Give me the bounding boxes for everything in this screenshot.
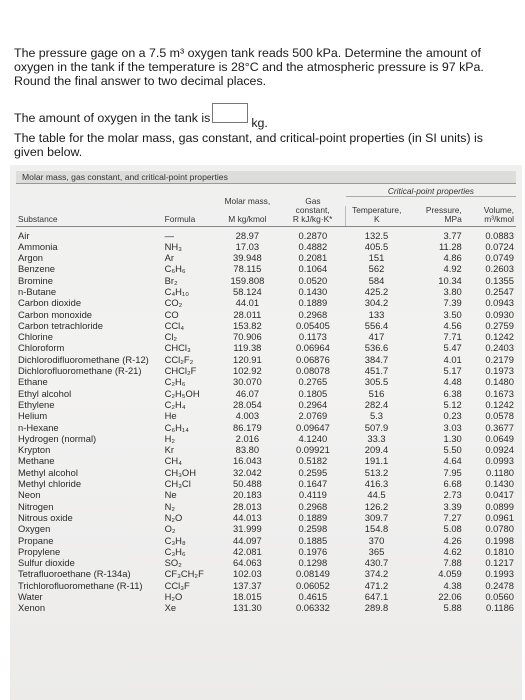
pressure-cell: 10.34 — [438, 274, 462, 286]
molar-mass-cell: 28.013 — [233, 500, 262, 512]
pressure-cell: 5.12 — [443, 398, 462, 410]
molar-mass-cell: 119.38 — [233, 342, 262, 354]
formula-cell: NH₃ — [164, 240, 182, 252]
temperature-cell: 430.7 — [364, 557, 389, 569]
substance-cell: Air — [18, 229, 30, 241]
gas-constant-cell: 0.1885 — [298, 534, 328, 546]
gas-constant-cell: 0.4615 — [298, 591, 328, 602]
pressure-cell: 22.06 — [438, 591, 462, 602]
molar-mass-cell: 46.07 — [235, 387, 260, 399]
temperature-cell: 191.1 — [364, 455, 389, 467]
volume-header: Volume, — [483, 204, 514, 215]
pressure-cell: 3.80 — [443, 285, 462, 297]
formula-cell: CH₃Cl — [164, 478, 191, 490]
volume-cell: 0.1673 — [485, 387, 514, 399]
molar-mass-cell: 32.042 — [233, 466, 262, 478]
temperature-header: Temperature, — [346, 206, 407, 215]
molar-mass-cell: 159.808 — [230, 274, 265, 286]
temperature-cell: 374.2 — [364, 568, 389, 580]
pressure-cell: 7.88 — [443, 557, 462, 569]
formula-cell: C₄H₁₀ — [164, 285, 189, 297]
table-row — [16, 591, 516, 602]
substance-cell: Methane — [18, 455, 55, 467]
substance-header: Substance — [16, 215, 163, 227]
gas-constant-cell: 0.2968 — [298, 500, 328, 512]
table-row — [16, 467, 516, 478]
temperature-cell: 584 — [368, 274, 385, 286]
volume-cell: 0.0993 — [485, 455, 514, 467]
formula-cell: He — [164, 410, 177, 422]
gas-constant-cell: 2.0769 — [298, 410, 328, 422]
molar-mass-cell: 28.97 — [235, 229, 260, 241]
pressure-unit: MPa — [407, 215, 464, 227]
pressure-cell: 11.28 — [438, 240, 462, 252]
volume-cell: 0.0649 — [485, 432, 514, 444]
volume-cell: 0.1217 — [485, 557, 514, 569]
volume-cell: 0.0899 — [485, 500, 514, 512]
formula-cell: CO₂ — [164, 297, 183, 309]
table-row — [16, 331, 516, 342]
molar-mass-cell: 30.070 — [233, 376, 262, 388]
formula-cell: CH₃OH — [164, 466, 196, 478]
pressure-cell: 3.50 — [443, 308, 462, 320]
substance-cell: Carbon tetrachloride — [18, 319, 103, 331]
gas-constant-unit: R kJ/kg·K* — [280, 215, 346, 227]
formula-cell: H₂O — [164, 591, 183, 602]
table-row — [16, 602, 516, 613]
substance-cell: Krypton — [18, 444, 51, 456]
gas-constant-cell: 0.1889 — [298, 297, 328, 309]
table-row — [16, 433, 516, 444]
gas-constant-cell: 0.09921 — [295, 444, 330, 456]
table-body — [16, 226, 516, 614]
volume-cell: 0.0930 — [485, 308, 514, 320]
substance-cell: Ethylene — [18, 398, 55, 410]
substance-cell: Methyl alcohol — [18, 466, 78, 478]
volume-cell: 0.0924 — [485, 444, 514, 456]
pressure-cell: 3.03 — [443, 421, 462, 433]
gas-constant-cell: 0.4119 — [298, 489, 327, 501]
substance-cell: Dichlorofluoromethane (R-21) — [18, 365, 142, 377]
table-row — [16, 263, 516, 274]
volume-cell: 0.1242 — [485, 398, 514, 410]
volume-cell: 0.1998 — [485, 534, 514, 546]
temperature-cell: 305.5 — [364, 376, 389, 388]
molar-mass-header: Molar mass, — [224, 195, 271, 206]
pressure-cell: 7.27 — [443, 511, 462, 523]
formula-cell: — — [164, 229, 174, 241]
pressure-cell: 4.62 — [443, 545, 462, 557]
temperature-cell: 132.5 — [364, 229, 389, 241]
table-row — [16, 252, 516, 263]
gas-constant-cell: 0.1889 — [298, 511, 328, 523]
temperature-cell: 425.2 — [364, 285, 389, 297]
temperature-cell: 516 — [368, 387, 385, 399]
temperature-cell: 451.7 — [364, 365, 389, 377]
pressure-cell: 6.38 — [443, 387, 462, 399]
volume-cell: 0.2759 — [485, 319, 514, 331]
molar-mass-unit: M kg/kmol — [215, 215, 280, 227]
gas-constant-cell: 0.2595 — [298, 466, 328, 478]
gas-constant-cell: 0.2081 — [298, 252, 328, 264]
molar-mass-cell: 50.488 — [233, 478, 262, 490]
volume-cell: 0.1993 — [485, 568, 514, 580]
table-row — [16, 410, 516, 421]
formula-cell: C₆H₁₄ — [164, 421, 189, 433]
formula-cell: Br₂ — [164, 274, 178, 286]
gas-constant-cell: 0.2765 — [298, 376, 328, 388]
table-row — [16, 535, 516, 546]
temperature-cell: 151 — [368, 252, 385, 264]
molar-mass-cell: 31.999 — [233, 523, 262, 535]
temperature-cell: 309.7 — [364, 511, 389, 523]
molar-mass-cell: 28.054 — [233, 398, 262, 410]
table-row — [16, 376, 516, 387]
substance-cell: n-Hexane — [18, 421, 59, 433]
pressure-cell: 7.39 — [443, 297, 462, 309]
volume-cell: 0.1242 — [485, 331, 514, 343]
volume-cell: 0.0417 — [485, 489, 514, 501]
formula-cell: C₃H₆ — [164, 545, 186, 557]
formula-cell: Ar — [164, 252, 174, 264]
table-row — [16, 489, 516, 500]
gas-constant-cell: 0.2870 — [298, 229, 328, 241]
volume-cell: 0.0724 — [485, 240, 514, 252]
gas-constant-cell: 0.2964 — [298, 398, 328, 410]
volume-cell: 0.1355 — [485, 274, 514, 286]
molar-mass-cell: 83.80 — [235, 444, 260, 456]
molar-mass-cell: 44.097 — [233, 534, 262, 546]
table-row — [16, 354, 516, 365]
molar-mass-cell: 44.01 — [235, 297, 260, 309]
formula-cell: C₃H₈ — [164, 534, 186, 546]
table-caption: Molar mass, gas constant, and critical-point properties — [16, 171, 516, 184]
table-row — [16, 478, 516, 489]
pressure-cell: 6.68 — [443, 478, 462, 490]
gas-constant-cell: 0.5182 — [298, 455, 328, 467]
substance-cell: Neon — [18, 489, 41, 501]
substance-cell: Propylene — [18, 545, 61, 557]
table-row — [16, 388, 516, 399]
pressure-cell: 4.059 — [438, 568, 462, 580]
gas-constant-cell: 0.1805 — [298, 387, 328, 399]
volume-cell: 0.0780 — [485, 523, 514, 535]
formula-cell: Kr — [164, 444, 174, 456]
substance-cell: Sulfur dioxide — [18, 557, 75, 569]
pressure-cell: 4.92 — [443, 263, 462, 275]
temperature-cell: 5.3 — [369, 410, 384, 422]
pressure-cell: 5.08 — [443, 523, 462, 535]
pressure-cell: 2.73 — [443, 489, 462, 501]
temperature-cell: 384.7 — [364, 353, 389, 365]
molar-mass-cell: 4.003 — [235, 410, 260, 422]
temperature-unit: K — [346, 215, 407, 227]
table-row — [16, 226, 516, 241]
volume-cell: 0.1973 — [485, 365, 514, 377]
formula-cell: Cl₂ — [164, 331, 178, 343]
substance-cell: Nitrogen — [18, 500, 54, 512]
substance-cell: Propane — [18, 534, 54, 546]
temperature-cell: 416.3 — [364, 478, 389, 490]
gas-constant-cell: 0.09647 — [295, 421, 330, 433]
formula-cell: N₂ — [164, 500, 175, 512]
substance-cell: Trichlorofluoromethane (R-11) — [18, 579, 143, 591]
molar-mass-cell: 58.124 — [233, 285, 262, 297]
volume-cell: 0.1430 — [485, 478, 514, 490]
formula-cell: C₆H₆ — [164, 263, 186, 275]
table-row — [16, 501, 516, 512]
formula-cell: SO₂ — [164, 557, 182, 569]
table-row — [16, 580, 516, 591]
volume-cell: 0.0578 — [485, 410, 514, 422]
pressure-cell: 5.88 — [443, 602, 462, 614]
volume-cell: 0.0883 — [485, 229, 514, 241]
pressure-cell: 1.30 — [443, 432, 462, 444]
temperature-cell: 44.5 — [367, 489, 386, 501]
molar-mass-cell: 137.37 — [233, 579, 262, 591]
answer-row — [14, 101, 268, 130]
pressure-cell: 4.56 — [443, 319, 462, 331]
substance-cell: Chlorine — [18, 331, 53, 343]
substance-cell: Benzene — [18, 263, 56, 275]
gas-constant-cell: 0.0520 — [298, 274, 328, 286]
molar-mass-cell: 102.92 — [233, 365, 262, 377]
molar-mass-cell: 28.011 — [233, 308, 262, 320]
critical-props-header: Critical-point properties — [346, 187, 516, 197]
gas-constant-cell: 0.06052 — [295, 579, 330, 591]
pressure-cell: 4.26 — [443, 534, 462, 546]
molar-mass-cell: 86.179 — [233, 421, 262, 433]
pressure-cell: 5.17 — [443, 365, 462, 377]
temperature-cell: 33.3 — [367, 432, 386, 444]
pressure-cell: 5.47 — [443, 342, 462, 354]
substance-cell: Hydrogen (normal) — [18, 432, 97, 444]
pressure-cell: 7.71 — [443, 331, 462, 343]
formula-header: Formula — [163, 215, 215, 227]
answer-prompt: The amount of oxygen in the tank is — [14, 111, 211, 125]
substance-cell: Chloroform — [18, 342, 65, 354]
properties-table-image — [10, 165, 522, 700]
table-row — [16, 455, 516, 466]
formula-cell: CHCl₂F — [164, 365, 197, 377]
answer-input[interactable] — [212, 103, 248, 123]
substance-cell: Carbon dioxide — [18, 297, 82, 309]
gas-constant-header-2: constant, — [295, 204, 330, 215]
pressure-cell: 7.95 — [443, 466, 462, 478]
molar-mass-cell: 70.906 — [233, 331, 262, 343]
volume-cell: 0.0749 — [485, 252, 514, 264]
substance-cell: Ethyl alcohol — [18, 387, 72, 399]
formula-cell: CCl₄ — [164, 319, 185, 331]
table-row — [16, 286, 516, 297]
molar-mass-cell: 39.948 — [233, 252, 262, 264]
table-row — [16, 422, 516, 433]
molar-mass-cell: 18.015 — [233, 591, 262, 602]
volume-cell: 0.1480 — [485, 376, 514, 388]
table-row — [16, 309, 516, 320]
molar-mass-cell: 17.03 — [235, 240, 260, 252]
gas-constant-cell: 0.1430 — [298, 285, 328, 297]
substance-cell: n-Butane — [18, 285, 57, 297]
formula-cell: Ne — [164, 489, 177, 501]
volume-cell: 0.0560 — [485, 591, 514, 602]
volume-cell: 0.2547 — [485, 285, 514, 297]
substance-cell: Ammonia — [18, 240, 58, 252]
volume-cell: 0.2179 — [485, 353, 514, 365]
pressure-cell: 4.01 — [443, 353, 462, 365]
gas-constant-cell: 0.1064 — [298, 263, 328, 275]
table-row — [16, 512, 516, 523]
volume-unit: m³/kmol — [464, 215, 516, 227]
gas-constant-cell: 0.1298 — [298, 557, 328, 569]
volume-cell: 0.1180 — [486, 466, 514, 478]
formula-cell: CH₄ — [164, 455, 182, 467]
substance-cell: Oxygen — [18, 523, 51, 535]
pressure-header: Pressure, — [425, 204, 462, 215]
formula-cell: CO — [164, 308, 179, 320]
gas-constant-cell: 4.1240 — [298, 432, 328, 444]
substance-cell: Dichlorodifluoromethane (R-12) — [18, 353, 149, 365]
table-row — [16, 557, 516, 568]
table-row — [16, 275, 516, 286]
question-text: The pressure gage on a 7.5 m³ oxygen tank reads 500 kPa. Determine the amount of oxygen in the tank if the temperature is 28°C and the atmospheric pressure is 97 kPa. Round the final answer to two decimal places. — [14, 46, 484, 88]
temperature-cell: 513.2 — [364, 466, 389, 478]
temperature-cell: 562 — [368, 263, 385, 275]
substance-cell: Methyl chloride — [18, 478, 82, 490]
temperature-cell: 209.4 — [364, 444, 389, 456]
volume-cell: 0.2478 — [485, 579, 514, 591]
substance-cell: Argon — [18, 252, 44, 264]
substance-cell: Ethane — [18, 376, 48, 388]
temperature-cell: 507.9 — [364, 421, 389, 433]
temperature-cell: 405.5 — [364, 240, 389, 252]
pressure-cell: 0.23 — [443, 410, 462, 422]
formula-cell: C₂H₄ — [164, 398, 186, 410]
gas-constant-cell: 0.06876 — [295, 353, 330, 365]
formula-cell: H₂ — [164, 432, 175, 444]
substance-cell: Bromine — [18, 274, 53, 286]
properties-table — [16, 187, 516, 614]
pressure-cell: 5.50 — [443, 444, 462, 456]
answer-unit: kg. — [251, 116, 268, 130]
table-row — [16, 241, 516, 252]
molar-mass-cell: 64.063 — [233, 557, 262, 569]
temperature-cell: 289.8 — [364, 602, 389, 614]
substance-cell: Helium — [18, 410, 48, 422]
table-row — [16, 399, 516, 410]
temperature-cell: 282.4 — [364, 398, 389, 410]
pressure-cell: 4.48 — [443, 376, 462, 388]
gas-constant-cell: 0.2968 — [298, 308, 328, 320]
temperature-cell: 417 — [368, 331, 385, 343]
formula-cell: C₂H₆ — [164, 376, 186, 388]
table-row — [16, 320, 516, 331]
table-row — [16, 297, 516, 308]
volume-cell: 0.1186 — [486, 602, 514, 614]
gas-constant-cell: 0.1976 — [298, 545, 328, 557]
substance-cell: Xenon — [18, 602, 46, 614]
temperature-cell: 536.6 — [364, 342, 389, 354]
volume-cell: 0.3677 — [485, 421, 514, 433]
molar-mass-cell: 42.081 — [233, 545, 262, 557]
volume-cell: 0.2403 — [485, 342, 514, 354]
gas-constant-cell: 0.08149 — [295, 568, 330, 580]
pressure-cell: 3.77 — [443, 229, 462, 241]
temperature-cell: 154.8 — [364, 523, 389, 535]
volume-cell: 0.0943 — [485, 297, 514, 309]
molar-mass-cell: 2.016 — [235, 432, 260, 444]
temperature-cell: 647.1 — [364, 591, 389, 602]
pressure-cell: 4.64 — [443, 455, 462, 467]
substance-cell: Carbon monoxide — [18, 308, 93, 320]
formula-cell: O₂ — [164, 523, 176, 535]
table-intro-text: The table for the molar mass, gas constant, and critical-point properties (in SI units) is given below. — [14, 131, 483, 159]
table-row — [16, 523, 516, 534]
formula-cell: CF₃CH₂F — [164, 568, 204, 580]
volume-cell: 0.1810 — [485, 545, 514, 557]
temperature-cell: 304.2 — [364, 297, 389, 309]
temperature-cell: 365 — [368, 545, 385, 557]
pressure-cell: 4.86 — [443, 252, 462, 264]
table-row — [16, 342, 516, 353]
temperature-cell: 370 — [368, 534, 385, 546]
volume-cell: 0.0961 — [485, 511, 514, 523]
formula-cell: N₂O — [164, 511, 183, 523]
formula-cell: C₂H₅OH — [164, 387, 200, 399]
table-row — [16, 444, 516, 455]
pressure-cell: 4.38 — [443, 579, 462, 591]
substance-cell: Water — [18, 591, 43, 602]
molar-mass-cell: 20.183 — [233, 489, 262, 501]
formula-cell: CCl₃F — [164, 579, 190, 591]
substance-cell: Nitrous oxide — [18, 511, 73, 523]
table-row — [16, 365, 516, 376]
gas-constant-cell: 0.08078 — [295, 365, 330, 377]
molar-mass-cell: 120.91 — [233, 353, 262, 365]
molar-mass-cell: 16.043 — [233, 455, 262, 467]
formula-cell: CHCl₃ — [164, 342, 191, 354]
formula-cell: CCl₂F₂ — [164, 353, 194, 365]
gas-constant-cell: 0.05405 — [295, 319, 330, 331]
pressure-cell: 3.39 — [443, 500, 462, 512]
gas-constant-cell: 0.1647 — [298, 478, 328, 490]
temperature-cell: 471.2 — [364, 579, 389, 591]
gas-constant-cell: 0.2598 — [298, 523, 328, 535]
molar-mass-cell: 78.115 — [233, 263, 262, 275]
substance-cell: Tetrafluoroethane (R-134a) — [18, 568, 131, 580]
gas-constant-cell: 0.1173 — [298, 331, 327, 343]
gas-constant-cell: 0.06964 — [295, 342, 330, 354]
molar-mass-cell: 102.03 — [233, 568, 262, 580]
gas-constant-cell: 0.06332 — [295, 602, 330, 614]
temperature-cell: 556.4 — [364, 319, 389, 331]
temperature-cell: 126.2 — [364, 500, 389, 512]
molar-mass-cell: 44.013 — [233, 511, 262, 523]
molar-mass-cell: 153.82 — [233, 319, 262, 331]
gas-constant-header-1: Gas — [305, 195, 321, 206]
formula-cell: Xe — [164, 602, 177, 614]
table-row — [16, 568, 516, 579]
volume-cell: 0.2603 — [485, 263, 514, 275]
temperature-cell: 133 — [368, 308, 385, 320]
gas-constant-cell: 0.4882 — [298, 240, 328, 252]
table-row — [16, 546, 516, 557]
molar-mass-cell: 131.30 — [233, 602, 262, 614]
